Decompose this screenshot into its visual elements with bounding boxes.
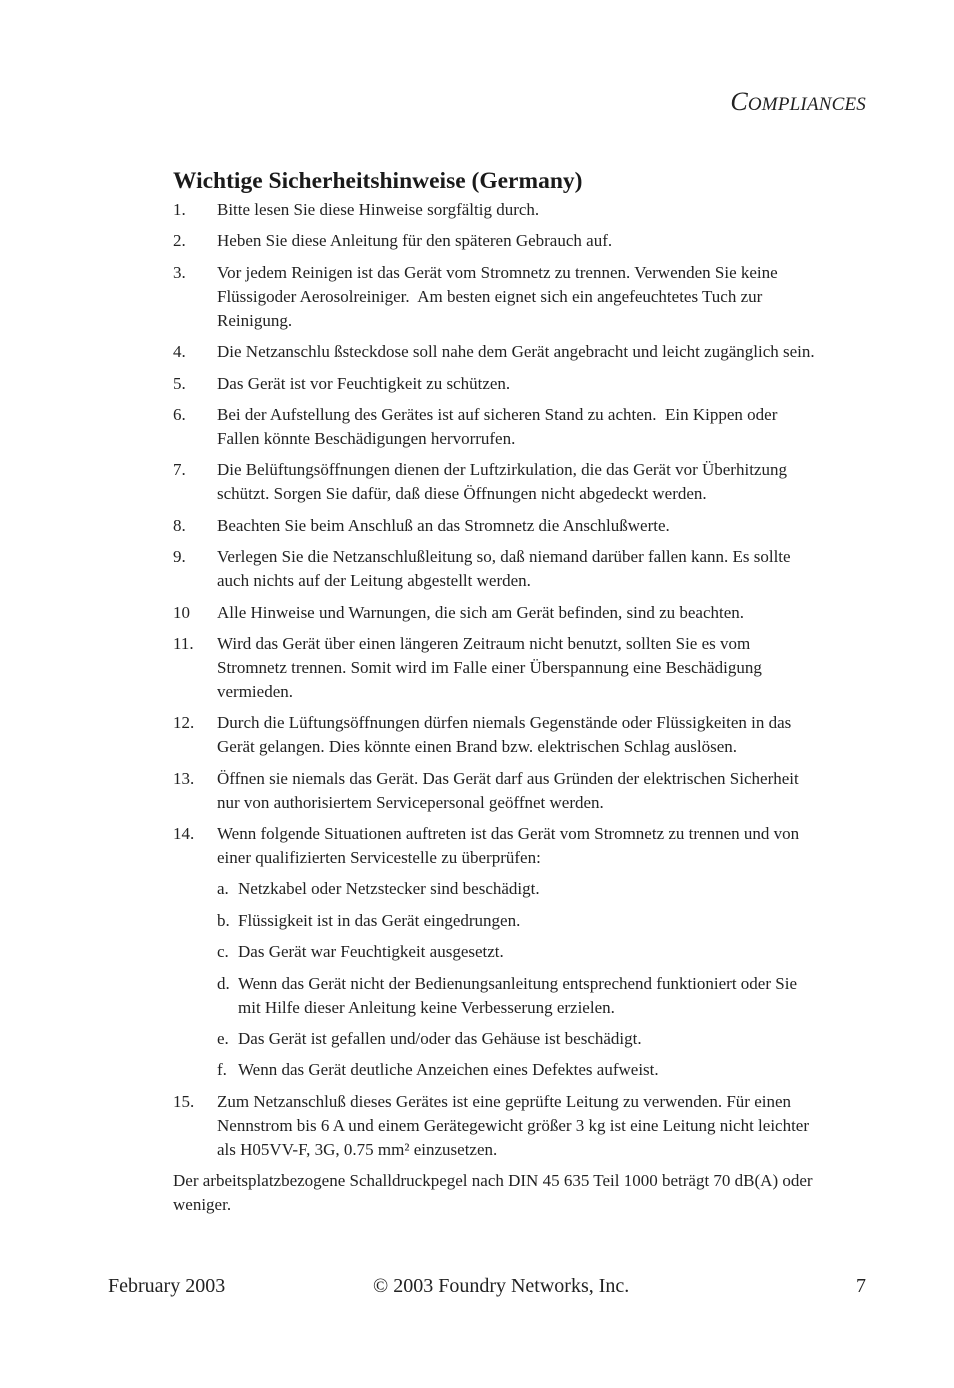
sub-item-line: Das Gerät war Feuchtigkeit ausgesetzt. <box>238 942 504 962</box>
list-item <box>173 545 893 593</box>
item-text <box>217 514 893 538</box>
item-number: 13. <box>173 768 195 788</box>
item-text <box>217 711 893 759</box>
item-number: 10 <box>173 602 190 622</box>
item-line: Bitte lesen Sie diese Hinweise sorgfältig durch. <box>217 200 540 219</box>
sub-item-line: mit Hilfe dieser Anleitung keine Verbesserung erzielen. <box>238 997 615 1017</box>
sub-item-line: Wenn das Gerät deutliche Anzeichen eines Defektes aufweist. <box>238 1060 659 1080</box>
sub-item-line: Flüssigkeit ist in das Gerät eingedrungen. <box>238 910 521 930</box>
page-number: 7 <box>856 1275 866 1297</box>
sub-item-text <box>238 1058 893 1082</box>
item-number: 12. <box>173 713 195 733</box>
item-text <box>217 372 893 396</box>
item-line: Die Netzanschlu ßsteckdose soll nahe dem Gerät angebracht und leicht zugänglich sein. <box>217 342 815 362</box>
list-item <box>173 198 893 222</box>
footer-date: February 2003 <box>108 1275 226 1297</box>
item-line: Wenn folgende Situationen auftreten ist das Gerät vom Stromnetz zu trennen und von <box>217 824 800 844</box>
item-text <box>217 458 893 506</box>
item-number: 8. <box>173 515 186 535</box>
item-text <box>217 1090 893 1162</box>
sub-item-text <box>238 940 893 964</box>
item-line: Bei der Aufstellung des Gerätes ist auf sicheren Stand zu achten. Ein Kippen oder <box>217 404 778 424</box>
sub-item-letter: f. <box>217 1060 227 1080</box>
item-text <box>217 632 893 704</box>
paragraph-line: Der arbeitsplatzbezogene Schalldruckpegel nach DIN 45 635 Teil 1000 beträgt 70 dB(A) oder <box>173 1171 813 1191</box>
sub-item-line: Das Gerät ist gefallen und/oder das Gehäuse ist beschädigt. <box>238 1029 642 1049</box>
sub-item-text <box>238 909 893 933</box>
list-item <box>173 340 893 364</box>
sub-item-text <box>238 1027 893 1051</box>
list-item <box>173 822 893 1082</box>
list-item <box>173 632 893 704</box>
item-number: 9. <box>173 547 186 567</box>
item-number: 3. <box>173 262 186 282</box>
item-text <box>217 229 893 253</box>
item-number: 6. <box>173 404 186 424</box>
item-line: auch nichts auf der Leitung abgestellt werden. <box>217 571 531 591</box>
sub-list-item <box>217 972 893 1020</box>
list-item <box>173 514 893 538</box>
item-text <box>217 261 893 333</box>
item-text <box>217 340 893 364</box>
item-number: 4. <box>173 342 186 362</box>
sub-list-item <box>217 877 893 901</box>
item-line: schützt. Sorgen Sie dafür, daß diese Öffnungen nicht abgedeckt werden. <box>217 484 707 504</box>
item-line: Verlegen Sie die Netzanschlußleitung so, daß niemand darüber fallen kann. Es sollte <box>217 547 791 567</box>
item-text <box>217 403 893 451</box>
item-line: nur von authorisiertem Servicepersonal geöffnet werden. <box>217 792 604 812</box>
item-line: Fallen könnte Beschädigungen hervorrufen. <box>217 428 516 448</box>
sub-item-text <box>238 877 893 901</box>
list-item <box>173 711 893 759</box>
footer-copyright: © 2003 Foundry Networks, Inc. <box>373 1275 630 1297</box>
item-line: Stromnetz trennen. Somit wird im Falle einer Überspannung eine Beschädigung <box>217 657 762 677</box>
item-text <box>217 545 893 593</box>
item-number: 1. <box>173 200 186 219</box>
item-text <box>217 822 893 1082</box>
list-item <box>173 229 893 253</box>
sub-list-item <box>217 1027 893 1051</box>
item-text <box>217 767 893 815</box>
closing-paragraph <box>173 1169 893 1217</box>
item-line: Das Gerät ist vor Feuchtigkeit zu schützen. <box>217 373 511 393</box>
item-line: Flüssigoder Aerosolreiniger. Am besten eignet sich ein angefeuchtetes Tuch zur <box>217 286 763 306</box>
sub-item-line: Netzkabel oder Netzstecker sind beschädigt. <box>238 879 540 899</box>
item-line: Reinigung. <box>217 310 293 330</box>
item-line: Zum Netzanschluß dieses Gerätes ist eine geprüfte Leitung zu verwenden. Für einen <box>217 1091 792 1111</box>
section-heading: Wichtige Sicherheitshinweise (Germany) <box>173 168 583 194</box>
item-number: 7. <box>173 460 186 480</box>
safety-instructions-list <box>173 198 893 1217</box>
item-line: vermieden. <box>217 681 293 701</box>
item-number: 15. <box>173 1091 195 1111</box>
list-item <box>173 458 893 506</box>
running-header: COMPLIANCES <box>730 87 866 116</box>
sub-item-letter: c. <box>217 942 229 962</box>
item-line: Beachten Sie beim Anschluß an das Stromnetz die Anschlußwerte. <box>217 515 670 535</box>
sub-item-letter: a. <box>217 879 229 899</box>
item-number: 5. <box>173 373 186 393</box>
sub-item-text <box>238 972 893 1020</box>
item-line: als H05VV-F, 3G, 0.75 mm² einzusetzen. <box>217 1139 498 1159</box>
sub-list-item <box>217 1058 893 1082</box>
sub-item-letter: d. <box>217 973 230 993</box>
list-item <box>173 1090 893 1162</box>
sub-list-item <box>217 940 893 964</box>
item-line: Die Belüftungsöffnungen dienen der Luftzirkulation, die das Gerät vor Überhitzung <box>217 460 787 480</box>
item-line: Heben Sie diese Anleitung für den späteren Gebrauch auf. <box>217 231 613 251</box>
item-line: Gerät gelangen. Dies könnte einen Brand bzw. elektrischen Schlag auslösen. <box>217 737 738 757</box>
item-line: Durch die Lüftungsöffnungen dürfen niemals Gegenstände oder Flüssigkeiten in das <box>217 713 792 733</box>
item-line: Öffnen sie niemals das Gerät. Das Gerät darf aus Gründen der elektrischen Sicherheit <box>217 768 799 788</box>
item-number: 2. <box>173 231 186 251</box>
item-text <box>217 198 893 222</box>
item-number: 11. <box>173 633 194 653</box>
paragraph-line: weniger. <box>173 1195 232 1215</box>
list-item <box>173 601 893 625</box>
sub-list-item <box>217 909 893 933</box>
item-line: Alle Hinweise und Warnungen, die sich am Gerät befinden, sind zu beachten. <box>217 602 745 622</box>
list-item <box>173 261 893 333</box>
sub-item-line: Wenn das Gerät nicht der Bedienungsanleitung entsprechend funktioniert oder Sie <box>238 973 797 993</box>
list-item <box>173 403 893 451</box>
item-number: 14. <box>173 824 195 844</box>
item-line: Wird das Gerät über einen längeren Zeitraum nicht benutzt, sollten Sie es vom <box>217 633 751 653</box>
sub-item-letter: b. <box>217 910 230 930</box>
item-line: Vor jedem Reinigen ist das Gerät vom Stromnetz zu trennen. Verwenden Sie keine <box>217 262 778 282</box>
item-line: Nennstrom bis 6 A und einem Gerätegewicht größer 3 kg ist eine Leitung nicht leichter <box>217 1115 810 1135</box>
list-item <box>173 767 893 815</box>
item-text <box>217 601 893 625</box>
sub-item-letter: e. <box>217 1029 229 1049</box>
item-line: einer qualifizierten Servicestelle zu überprüfen: <box>217 848 541 868</box>
list-item <box>173 372 893 396</box>
